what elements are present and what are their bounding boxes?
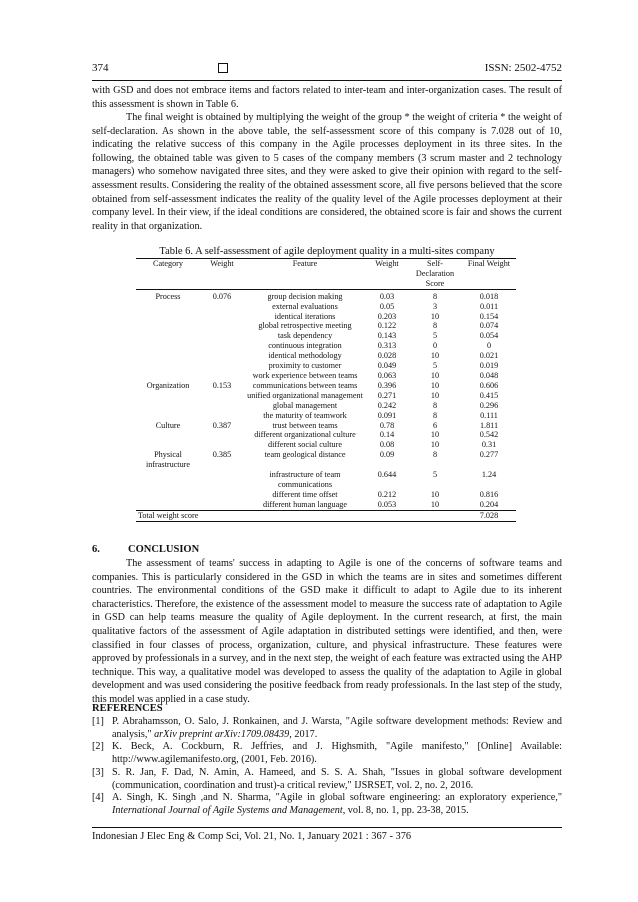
cell-feature: different social culture (268, 440, 342, 450)
reference-text: K. Beck, A. Cockburn, R. Jeffries, and J. Highsmith, "Agile manifesto," [Online] Available: http://www.agilemanifesto.org, (2001, Feb. 2016). (112, 741, 562, 766)
cell-feature-weight: 0.09 (379, 450, 395, 460)
intro-paragraph-2: The final weight is obtained by multiplying the weight of the group * the weight of criteria * the weight of self-declaration. As shown in the above table, the self-assessment score of this company is 7.028 out of 10, indicating the relative success of this company in the Agile processes deployment in its three sites. In the following, the obtained table was given to 5 cases of the company members (3 scrum master and 2 technology managers) who somehow navigated three sites, and they were asked to give their opinion with regard to the self-assessment results. Considering the reality of the obtained assessment score, all five persons believed that the score obtained from self-assessment indicates the reality of the quality level of the Agile processes deployment at their company level. In their view, if the ideal conditions are considered, the obtained score is fair and shows the current reality in that organization. (92, 112, 562, 232)
cell-weight (200, 490, 244, 500)
section-number: 6. (92, 544, 100, 555)
cell-category: Culture (155, 420, 181, 430)
reference-text: arXiv preprint arXiv:1709.08439 (154, 728, 290, 740)
table-row (136, 381, 516, 391)
cell-category: Process (155, 291, 181, 301)
table-row (136, 450, 516, 470)
cell-feature-weight: 0.091 (377, 410, 397, 420)
cell-final-weight: 0.074 (479, 321, 499, 331)
cell-category (136, 371, 200, 381)
reference-item (92, 767, 562, 792)
reference-item (92, 741, 562, 766)
cell-category: Organization (146, 380, 190, 390)
cell-feature: different time offset (272, 489, 338, 499)
cell-self-declaration: 10 (430, 489, 440, 499)
cell-weight (200, 371, 244, 381)
cell-weight: 0.153 (212, 380, 232, 390)
table-row (136, 351, 516, 361)
cell-category (136, 331, 200, 341)
reference-text: , 2017. (289, 728, 318, 740)
table-row (136, 321, 516, 331)
cell-final-weight: 0.111 (480, 410, 498, 420)
cell-weight (200, 440, 244, 450)
cell-final-weight: 0.154 (479, 311, 499, 321)
cell-weight (200, 391, 244, 401)
cell-final-weight: 0.31 (481, 440, 497, 450)
cell-feature: identical iterations (274, 311, 336, 321)
assessment-table (136, 258, 516, 522)
cell-feature: communications between teams (252, 380, 358, 390)
table-header-row (136, 259, 516, 290)
cell-category (136, 500, 200, 510)
cell-final-weight: 0.296 (479, 400, 499, 410)
cell-category (136, 312, 200, 322)
reference-text: P. Abrahamsson, O. Salo, J. Ronkainen, and J. Warsta, "Agile software development methods: Review and analysis," (112, 716, 562, 740)
cell-feature: team geological distance (264, 450, 346, 460)
cell-weight (200, 302, 244, 312)
cell-feature: work experience between teams (252, 370, 358, 380)
table-total-row (136, 510, 516, 521)
cell-self-declaration: 10 (430, 351, 440, 361)
reference-text: International Journal of Agile Systems and Management (112, 804, 343, 816)
cell-self-declaration: 6 (432, 420, 438, 430)
reference-number: [1] (92, 716, 104, 727)
cell-feature-weight: 0.122 (377, 321, 397, 331)
cell-final-weight: 0.277 (479, 450, 499, 460)
cell-weight (200, 361, 244, 371)
page-footer: Indonesian J Elec Eng & Comp Sci, Vol. 21, No. 1, January 2021 : 367 - 376 (92, 831, 412, 842)
col-header-weight: Weight (210, 259, 234, 268)
total-value: 7.028 (479, 510, 499, 520)
total-label: Total weight score (138, 510, 199, 520)
cell-weight (200, 331, 244, 341)
cell-weight: 0.076 (212, 291, 232, 301)
table-row (136, 470, 516, 490)
reference-item (92, 716, 562, 741)
section-title: CONCLUSION (128, 544, 200, 555)
intro-paragraph-1: with GSD and does not embrace items and factors related to inter-team and inter-organization cases. The result of this assessment is shown in Table 6. (92, 85, 562, 110)
cell-feature: different organizational culture (254, 430, 356, 440)
table-row (136, 421, 516, 431)
table-row (136, 490, 516, 500)
cell-self-declaration: 10 (430, 380, 440, 390)
cell-feature-weight: 0.14 (379, 430, 395, 440)
conclusion-paragraph: The assessment of teams' success in adapting to Agile is one of the concerns of software teams and companies. This is particularly considered in the GSD in which the teams are in sites and sometimes different countries. The environmental conditions of the GSD make it difficult to adapt to Agile due to its inherent characteristics. Therefore, the existence of the assessment model to measure the success rate of adaptation to Agile in GSD can help teams measure the quality of Agile deployment. In the current research, at first, the main qualitative factors of the assessment of Agile adaptation in distributed settings were identified, and then, were classified in four classes of process, organization, culture, and physical infrastructure. These features were approved by professionals in a survey, and in the next step, the weight of each feature was extracted using the AHP technique. This way, a qualitative model was developed to assess the quality of the adaptation to Agile in global development and was used considering the positive feedback from ready professionals. In the last step of the study, this model was applied in a case study. (92, 558, 562, 705)
issn-label: ISSN: 2502-4752 (484, 62, 562, 74)
cell-feature-weight: 0.03 (379, 291, 395, 301)
cell-final-weight: 0.606 (479, 380, 499, 390)
cell-weight (200, 321, 244, 331)
conclusion-heading (92, 544, 199, 555)
cell-self-declaration: 10 (430, 499, 440, 509)
cell-final-weight: 0.048 (479, 370, 499, 380)
cell-category (136, 341, 200, 351)
cell-feature: task dependency (277, 331, 333, 341)
cell-self-declaration: 10 (430, 390, 440, 400)
cell-category (136, 490, 200, 500)
reference-text: , vol. 8, no. 1, pp. 23-38, 2015. (342, 804, 469, 816)
header-rule (92, 80, 562, 81)
reference-number: [4] (92, 792, 104, 804)
cell-weight: 0.387 (212, 420, 232, 430)
cell-feature: global retrospective meeting (258, 321, 352, 331)
reference-number: [2] (92, 741, 104, 753)
cell-category (136, 351, 200, 361)
cell-final-weight: 0.021 (479, 351, 499, 361)
cell-self-declaration: 8 (432, 291, 438, 301)
cell-feature: unified organizational management (247, 390, 363, 400)
cell-self-declaration: 8 (432, 410, 438, 420)
references-heading: REFERENCES (92, 703, 163, 714)
table-caption: Table 6. A self-assessment of agile deployment quality in a multi-sites company (159, 246, 495, 257)
table-row (136, 371, 516, 381)
col-header-category: Category (152, 259, 183, 268)
cell-feature: different human language (263, 499, 347, 509)
cell-feature: infrastructure of team communications (269, 470, 341, 489)
cell-category (136, 321, 200, 331)
cell-feature-weight: 0.028 (377, 351, 397, 361)
cell-category (136, 401, 200, 411)
cell-weight: 0.385 (212, 450, 232, 460)
cell-final-weight: 0.816 (479, 489, 499, 499)
checkbox-square-icon (218, 63, 228, 73)
cell-final-weight: 0.018 (479, 291, 499, 301)
table-row (136, 500, 516, 510)
cell-category (136, 391, 200, 401)
cell-category (136, 430, 200, 440)
col-header-feature: Feature (292, 259, 318, 268)
cell-self-declaration: 8 (432, 400, 438, 410)
cell-feature-weight: 0.396 (377, 380, 397, 390)
cell-category: Physical infrastructure (145, 450, 191, 470)
reference-item (92, 792, 562, 817)
cell-feature-weight: 0.063 (377, 370, 397, 380)
cell-self-declaration: 5 (432, 470, 438, 480)
table-row (136, 440, 516, 450)
page-number: 374 (92, 62, 109, 74)
references-list (92, 716, 562, 818)
cell-feature-weight: 0.644 (377, 470, 397, 480)
cell-feature-weight: 0.212 (377, 489, 397, 499)
cell-category (136, 361, 200, 371)
footer-rule (92, 827, 562, 828)
cell-weight (200, 351, 244, 361)
cell-self-declaration: 0 (432, 341, 438, 351)
cell-weight (200, 341, 244, 351)
cell-self-declaration: 10 (430, 440, 440, 450)
reference-text: S. R. Jan, F. Dad, N. Amin, A. Hameed, and S. S. A. Shah, "Issues in global software development (communication, coordination and trust)-a critical review," IJSRSET, vol. 2, no. 2, 2016. (112, 766, 562, 791)
cell-feature: proximity to customer (268, 361, 342, 371)
page-header (92, 62, 562, 78)
cell-feature: identical methodology (268, 351, 342, 361)
table-row (136, 411, 516, 421)
cell-category (136, 470, 200, 490)
cell-self-declaration: 10 (430, 311, 440, 321)
cell-weight (200, 312, 244, 322)
cell-final-weight: 0.054 (479, 331, 499, 341)
table-row (136, 289, 516, 301)
table-row (136, 401, 516, 411)
cell-feature: group decision making (267, 291, 343, 301)
cell-final-weight: 0 (486, 341, 492, 351)
cell-self-declaration: 10 (430, 370, 440, 380)
cell-self-declaration: 3 (432, 301, 438, 311)
cell-self-declaration: 5 (432, 331, 438, 341)
col-header-final-weight: Final Weight (467, 259, 511, 268)
col-header-self-declaration: Self-Declaration Score (415, 259, 455, 288)
cell-feature: the maturity of teamwork (263, 410, 347, 420)
cell-feature-weight: 0.78 (379, 420, 395, 430)
cell-feature-weight: 0.271 (377, 390, 397, 400)
cell-weight (200, 500, 244, 510)
cell-feature-weight: 0.08 (379, 440, 395, 450)
table-row (136, 312, 516, 322)
cell-category (136, 440, 200, 450)
cell-self-declaration: 8 (432, 450, 438, 460)
reference-number: [3] (92, 766, 104, 778)
cell-feature-weight: 0.049 (377, 361, 397, 371)
cell-category (136, 302, 200, 312)
cell-self-declaration: 10 (430, 430, 440, 440)
cell-category (136, 411, 200, 421)
cell-final-weight: 1.24 (481, 470, 497, 480)
cell-final-weight: 0.204 (479, 499, 499, 509)
cell-self-declaration: 8 (432, 321, 438, 331)
table-row (136, 391, 516, 401)
cell-final-weight: 0.542 (479, 430, 499, 440)
cell-weight (200, 430, 244, 440)
cell-feature-weight: 0.313 (377, 341, 397, 351)
cell-feature-weight: 0.05 (379, 301, 395, 311)
cell-feature: external evaluations (272, 301, 338, 311)
col-header-feature-weight: Weight (375, 259, 399, 268)
table-row (136, 361, 516, 371)
cell-feature: continuous integration (268, 341, 342, 351)
cell-weight (200, 470, 244, 490)
cell-feature-weight: 0.203 (377, 311, 397, 321)
cell-final-weight: 1.811 (479, 420, 499, 430)
table-body (136, 289, 516, 510)
table-row (136, 341, 516, 351)
table-row (136, 430, 516, 440)
cell-weight (200, 401, 244, 411)
cell-self-declaration: 5 (432, 361, 438, 371)
cell-feature: trust between teams (272, 420, 338, 430)
cell-feature-weight: 0.053 (377, 499, 397, 509)
cell-feature-weight: 0.242 (377, 400, 397, 410)
cell-weight (200, 411, 244, 421)
cell-final-weight: 0.019 (479, 361, 499, 371)
table-row (136, 302, 516, 312)
reference-text: A. Singh, K. Singh ,and N. Sharma, "Agile in global software engineering: an exploratory experience," (112, 792, 562, 804)
cell-feature: global management (272, 400, 338, 410)
cell-final-weight: 0.011 (479, 301, 499, 311)
cell-feature-weight: 0.143 (377, 331, 397, 341)
cell-final-weight: 0.415 (479, 390, 499, 400)
table-row (136, 331, 516, 341)
